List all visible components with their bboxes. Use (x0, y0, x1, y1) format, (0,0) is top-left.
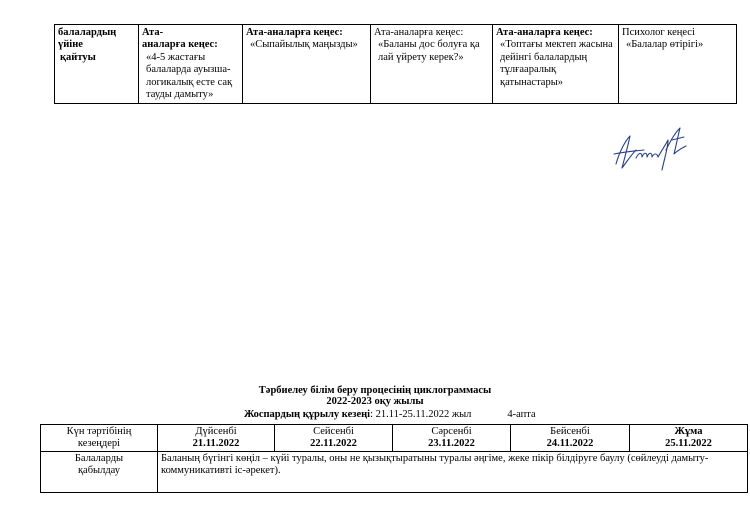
plan-period-label: Жоспардың құрылу кезеңі (244, 409, 371, 420)
day-header-monday (158, 425, 275, 452)
advice-text: «Сыпайылық маңызды» (250, 39, 358, 51)
advice-text: «4-5 жастағы балаларда ауызша-логикалық есте сақ тауды дамыту» (146, 51, 233, 101)
tuesday-advice-cell (243, 25, 371, 104)
advice-heading: аналарға кеңес: (142, 39, 218, 51)
week-number: 4-апта (507, 409, 536, 420)
stage-cell (55, 25, 139, 104)
stage-header-line2: кезеңдері (77, 438, 121, 449)
day-date: 21.11.2022 (192, 438, 240, 449)
academic-year: 2022-2023 оқу жылы (326, 396, 424, 407)
day-date: 24.11.2022 (546, 438, 594, 449)
stage-line2: қайтуы (60, 51, 96, 63)
advice-heading: Психолог кеңесі (622, 27, 695, 38)
monday-advice-cell (139, 25, 243, 104)
advice-heading: Ата- (142, 27, 164, 38)
reception-description: Баланың бүгінгі көңіл – күйі туралы, оны не қызықтыратыны туралы әңгіме, жеке пікір білдіруге баулу (сөйлеуді дамыту-коммуникативті іс-әрекет). (158, 452, 748, 493)
advice-text: «Баланы дос болуға қа лай үйрету керек?» (378, 39, 480, 63)
stage-label-line2: қабылдау (77, 465, 121, 476)
day-header-wednesday (393, 425, 511, 452)
stage-line1: балалардың үйіне (58, 27, 117, 51)
advice-text: «Топтағы мектеп жасына дейінгі балалардың тұлғааралық қатынастары» (500, 39, 613, 88)
plan-period-value: : 21.11-25.11.2022 жыл (370, 409, 472, 420)
stage-header-line1: Күн тәртібінің (66, 426, 132, 437)
page-title: Тәрбиелеу білім беру процесінің циклограммасы (258, 385, 492, 396)
day-name: Жұма (674, 426, 703, 437)
signature-icon (606, 120, 690, 176)
advice-text: «Балалар өтірігі» (626, 39, 704, 51)
day-date: 23.11.2022 (428, 438, 475, 449)
day-date: 22.11.2022 (310, 438, 357, 449)
stage-header (41, 425, 158, 452)
day-header-thursday (511, 425, 630, 452)
advice-heading: Ата-аналарға кеңес: (246, 27, 343, 38)
day-name: Сейсенбі (313, 426, 354, 437)
top-table (54, 24, 737, 104)
friday-advice-cell (619, 25, 737, 104)
day-header-friday (630, 425, 748, 452)
day-name: Дүйсенбі (195, 426, 237, 437)
table-row (55, 25, 737, 104)
day-name: Бейсенбі (550, 426, 590, 437)
day-name: Сәрсенбі (431, 426, 472, 437)
advice-heading: Ата-аналарға кеңес: (374, 27, 464, 38)
day-header-tuesday (275, 425, 393, 452)
stage-label-line1: Балаларды (74, 453, 124, 464)
day-date: 25.11.2022 (665, 438, 712, 449)
table-row (41, 425, 748, 452)
plan-period (244, 409, 536, 420)
thursday-advice-cell (493, 25, 619, 104)
table-row (41, 452, 748, 493)
wednesday-advice-cell (371, 25, 493, 104)
stage-label (41, 452, 158, 493)
schedule-table (40, 424, 748, 493)
advice-heading: Ата-аналарға кеңес: (496, 27, 593, 38)
